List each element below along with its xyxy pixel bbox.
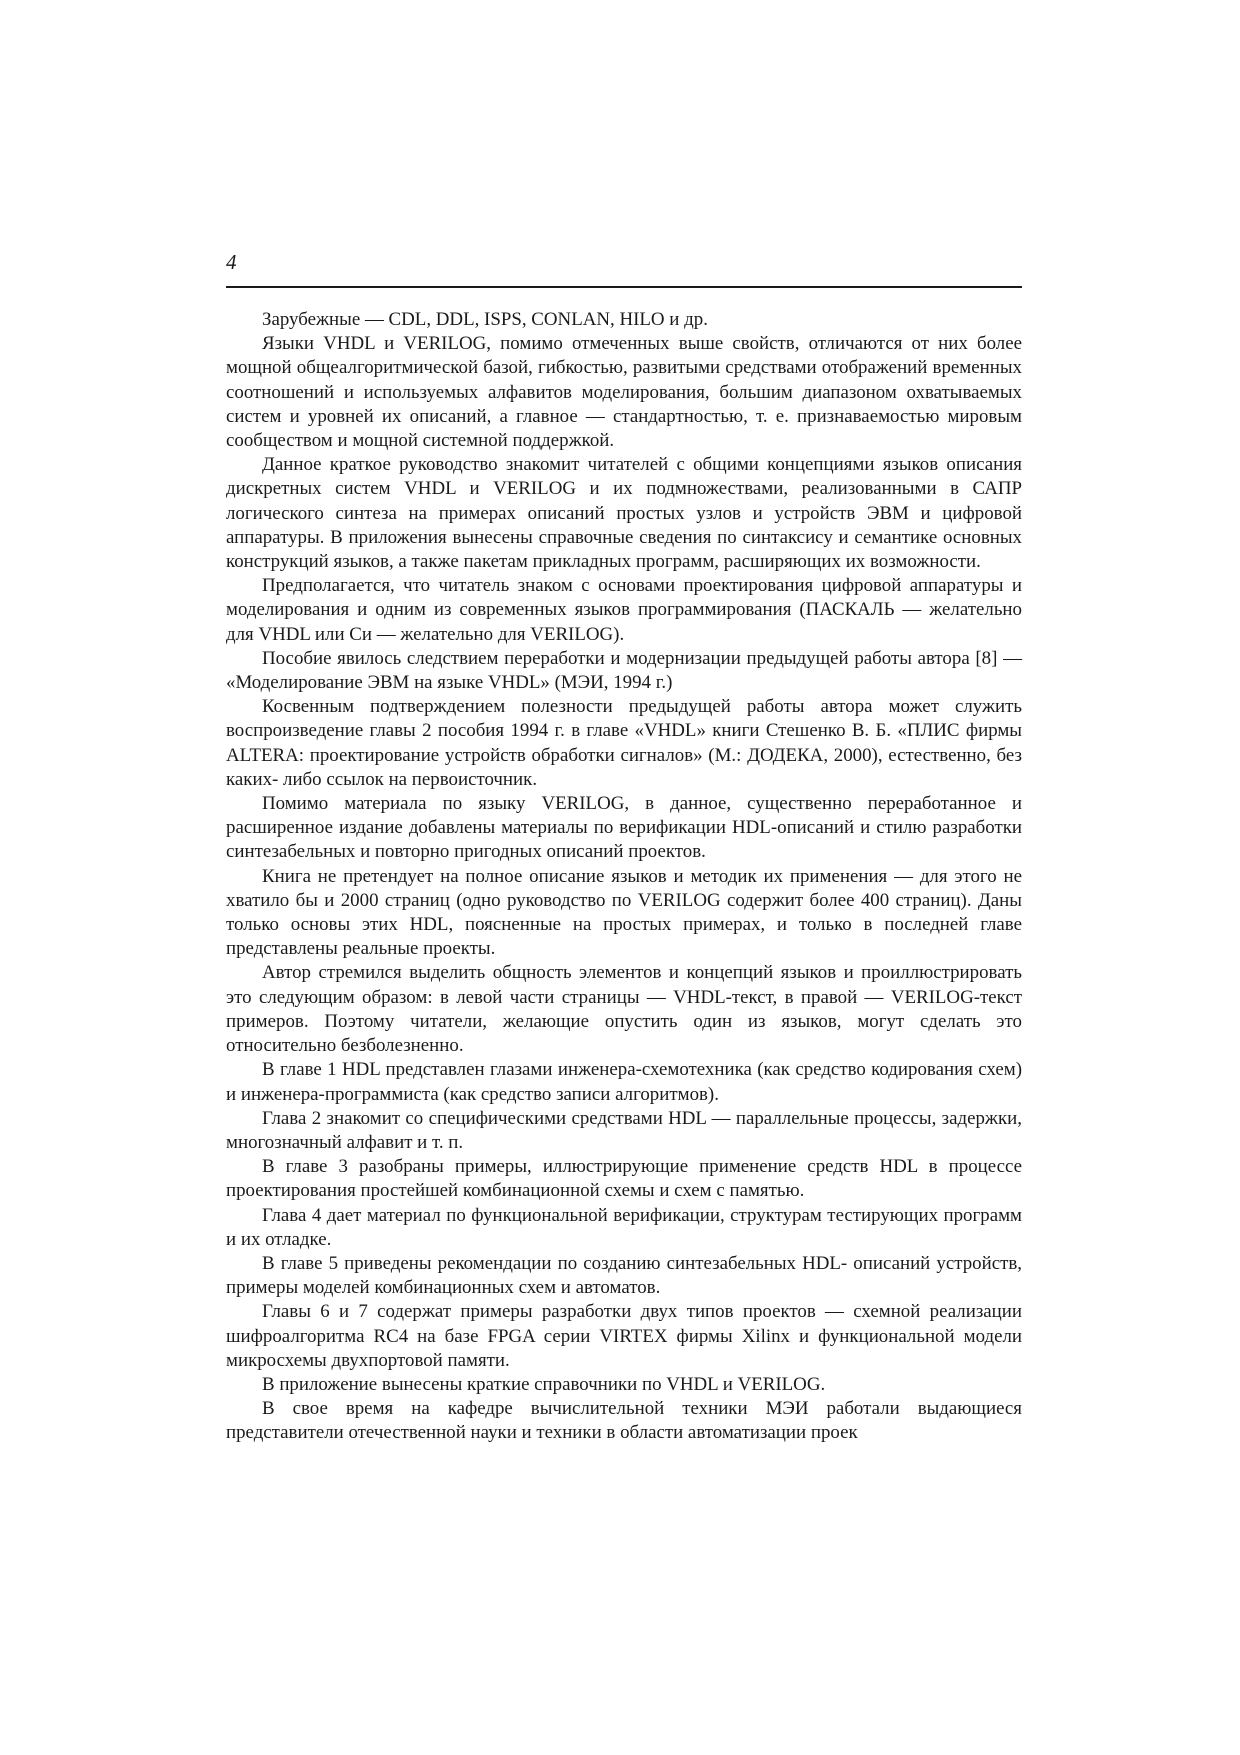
page-number: 4 xyxy=(226,250,237,274)
paragraph: В главе 3 разобраны примеры, иллюстрирующие применение средств HDL в процессе проектирования простейшей комбинационной схемы и схем с памятью. xyxy=(226,1156,1022,1202)
paragraph: В приложение вынесены краткие справочники по VHDL и VERILOG. xyxy=(262,1373,826,1395)
paragraph: Главы 6 и 7 содержат примеры разработки двух типов проектов — схемной реализации шифроалгоритма RC4 на базе FPGA серии VIRTEX фирмы Xilinx и функциональной модели микросхемы двухпортовой памяти. xyxy=(226,1301,1022,1371)
paragraph: Помимо материала по языку VERILOG, в данное, существенно переработанное и расширенное издание добавлены материалы по верификации HDL-описаний и стилю разработки синтезабельных и повторно пригодных описаний проектов. xyxy=(226,793,1022,863)
paragraph: В главе 1 HDL представлен глазами инженера-схемотехника (как средство кодирования схем) и инженера-программиста (как средство записи алгоритмов). xyxy=(226,1059,1022,1105)
paragraph: Данное краткое руководство знакомит читателей с общими концепциями языков описания дискретных систем VHDL и VERILOG и их подмножествами, реализованными в САПР логического синтеза на примерах описаний простых узлов и устройств ЭВМ и цифровой аппаратуры. В приложения вынесены справочные сведения по синтаксису и семантике основных конструкций языков, а также пакетам прикладных программ, расширяющих их возможности. xyxy=(226,454,1022,573)
paragraph: Предполагается, что читатель знаком с основами проектирования цифровой аппаратуры и моделирования и одним из современных языков программирования (ПАСКАЛЬ — желательно для VHDL или Си — желательно для VERILOG). xyxy=(226,575,1022,645)
paragraph: Автор стремился выделить общность элементов и концепций языков и проиллюстрировать это следующим образом: в левой части страницы — VHDL-текст, в правой — VERILOG-текст примеров. Поэтому читатели, желающие опустить один из языков, могут сделать это относительно безболезненно. xyxy=(226,962,1022,1057)
paragraph: Пособие явилось следствием переработки и модернизации предыдущей работы автора [8] — «Моделирование ЭВМ на языке VHDL» (МЭИ, 1994 г.) xyxy=(226,647,1022,694)
paragraph: Косвенным подтверждением полезности предыдущей работы автора может служить воспроизведение главы 2 пособия 1994 г. в главе «VHDL» книги Стешенко В. Б. «ПЛИС фирмы ALTERA: проектирование устройств обработки сигналов» (М.: ДОДЕКА, 2000), естественно, без каких- либо ссылок на первоисточник. xyxy=(226,696,1022,790)
paragraph: Языки VHDL и VERILOG, помимо отмеченных выше свойств, отличаются от них более мощной общеалгоритмической базой, гибкостью, развитыми средствами отображений временных соотношений и используемых алфавитов моделирования, большим диапазоном охватываемых систем и уровней их описаний, а главное — стандартностью, т. е. признаваемостью мировым сообществом и мощной системной поддержкой. xyxy=(226,333,1022,452)
page-header xyxy=(226,250,1022,288)
paragraph: Глава 2 знакомит со специфическими средствами HDL — параллельные процессы, задержки, многозначный алфавит и т. п. xyxy=(226,1107,1022,1153)
body-text xyxy=(226,308,1022,1446)
paragraph: В главе 5 приведены рекомендации по созданию синтезабельных HDL- описаний устройств, примеры моделей комбинационных схем и автоматов. xyxy=(226,1252,1022,1299)
paragraph: Книга не претендует на полное описание языков и методик их применения — для этого не хватило бы и 2000 страниц (одно руководство по VERILOG содержит более 400 страниц). Даны только основы этих HDL, поясненные на простых примерах, и только в последней главе представлены реальные проекты. xyxy=(226,865,1022,960)
paragraph: Глава 4 дает материал по функциональной верификации, структурам тестирующих программ и их отладке. xyxy=(226,1204,1022,1250)
paragraph: В свое время на кафедре вычислительной техники МЭИ работали выдающиеся представители отечественной науки и техники в области автоматизации проек xyxy=(226,1398,1022,1444)
paragraph: Зарубежные — CDL, DDL, ISPS, CONLAN, HILO и др. xyxy=(262,309,708,330)
